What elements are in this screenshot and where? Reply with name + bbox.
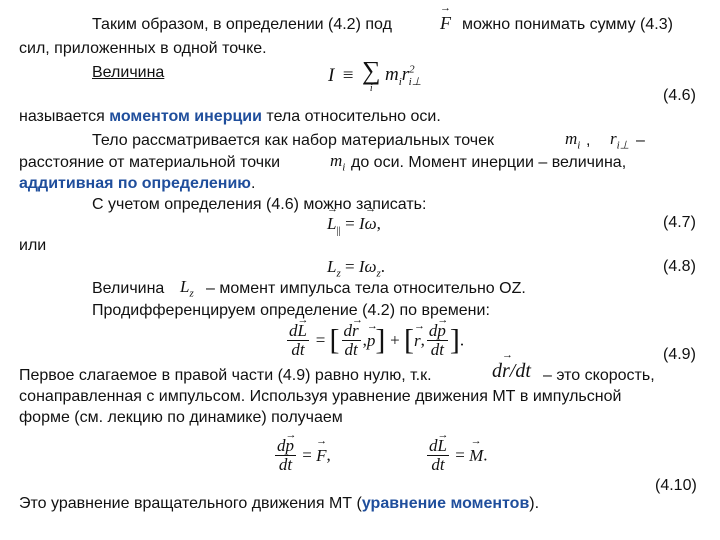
inline-symbol-ri: $r_{i\perp}$ [610, 129, 630, 152]
text-line-12a: Первое слагаемое в правой части (4.9) равно нулю, т.к. [19, 367, 432, 384]
text-dash: – [636, 132, 645, 149]
inline-drdt: d→ r/dt [492, 360, 531, 383]
inline-symbol-mi: $m_i$ [565, 129, 581, 152]
text-line-12b: – это скорость, [543, 367, 655, 384]
inline-symbol-mi-2: $m_i$ [330, 151, 346, 174]
text-line-5: Тело рассматривается как набор материальных точек [92, 132, 494, 149]
equation-4-6: I ≡ ∑ i $m_ir^2_{i\perp}$ [328, 56, 422, 94]
text-line-4: называется моментом инерции тела относительно оси. [19, 108, 441, 125]
equation-dL-dt: $\frac{d\to L}{dt}$ = → M. [425, 437, 487, 474]
text-line-11: Продифференцируем определение (4.2) по времени: [92, 302, 490, 319]
inline-symbol-F: → F [440, 13, 451, 34]
text-comma: , [586, 132, 591, 149]
text-line-15: Это уравнение вращательного движения МТ (уравнение моментов). [19, 495, 540, 512]
text-line-14: форме (см. лекцию по динамике) получаем [19, 409, 343, 426]
equation-4-9: $\frac{d\to L}{dt}$ = [ $\frac{d\to r}{dt}$ ,→ p] + [→ r, $\frac{d\to p}{dt}$ ]. [285, 322, 464, 359]
eq-number-4-10: (4.10) [655, 477, 697, 494]
text-line-8: С учетом определения (4.6) можно записать: [92, 196, 427, 213]
text-line-9: или [19, 237, 47, 254]
text-line-2: сил, приложенных в одной точке. [19, 40, 267, 57]
text-line-13: сонаправленная с импульсом. Используя уравнение движения МТ в импульсной [19, 388, 622, 405]
eq-number-4-6: (4.6) [663, 87, 696, 104]
text-line-10a: Величина [92, 280, 165, 297]
text-line-6b: до оси. Момент инерции – величина, [351, 154, 627, 171]
text-line-3: Величина [92, 64, 165, 81]
inline-symbol-Lz: $L_z$ [180, 277, 194, 300]
eq-number-4-8: (4.8) [663, 258, 696, 275]
text-line-10b: – момент импульса тела относительно OZ. [206, 280, 526, 297]
eq-number-4-9: (4.9) [663, 346, 696, 363]
eq-number-4-7: (4.7) [663, 214, 696, 231]
equation-dp-dt: $\frac{d\to p}{dt}$ = → F, [273, 437, 331, 474]
text-line-1: Таким образом, в определении (4.2) под [92, 16, 392, 33]
equation-4-8: $L_z = I\omega_z$. [327, 257, 386, 280]
text-line-7: аддитивная по определению. [19, 175, 256, 192]
equation-4-7: → $L_{||} = I\to \omega$, [327, 214, 381, 236]
text-line-1b: можно понимать сумму (4.3) [462, 16, 673, 33]
text-line-6a: расстояние от материальной точки [19, 154, 281, 171]
